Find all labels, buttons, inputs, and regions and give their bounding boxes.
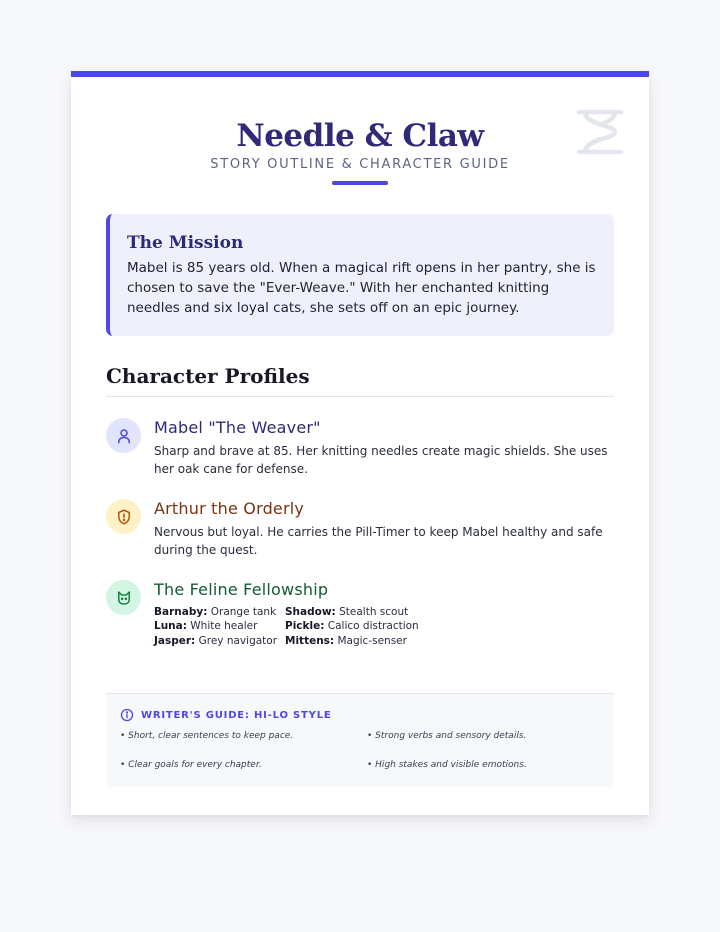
character-name: The Feline Fellowship	[154, 580, 329, 599]
mission-callout	[106, 214, 614, 336]
guide-tip: • Strong verbs and sensory details.	[367, 731, 527, 741]
cat-entry: Jasper: Grey navigator	[154, 634, 278, 647]
guide-tip: • Clear goals for every chapter.	[120, 760, 262, 770]
user-icon	[106, 418, 141, 453]
character-description: Nervous but loyal. He carries the Pill-Timer to keep Mabel healthy and safe during the quest.	[154, 525, 603, 557]
story-guide-page	[71, 71, 649, 815]
character-description: Sharp and brave at 85. Her knitting needles create magic shields. She uses her oak cane for defense.	[154, 444, 608, 476]
cat-icon	[106, 580, 141, 615]
title-divider	[332, 181, 388, 185]
character-name: Arthur the Orderly	[154, 499, 305, 518]
character-name: Mabel "The Weaver"	[154, 418, 321, 437]
cat-entry: Luna: White healer	[154, 620, 258, 633]
writers-guide-box	[106, 693, 614, 787]
cat-entry: Pickle: Calico distraction	[285, 620, 419, 633]
guide-tip: • Short, clear sentences to keep pace.	[120, 731, 294, 741]
character-section-title: Character Profiles	[106, 364, 310, 388]
section-divider	[106, 396, 614, 397]
mission-heading: The Mission	[127, 233, 244, 253]
shield-alert-icon	[106, 499, 141, 534]
cat-entry: Mittens: Magic-senser	[285, 634, 407, 647]
guide-header	[120, 708, 332, 722]
cat-roster	[154, 605, 425, 648]
guide-tip: • High stakes and visible emotions.	[367, 760, 527, 770]
info-icon	[120, 708, 134, 722]
page-title: Needle & Claw	[236, 118, 484, 154]
mission-body: Mabel is 85 years old. When a magical rift opens in her pantry, she is chosen to save the "Ever-Weave." With her enchanted knitting needles and six loyal cats, she sets off on an epic journey.	[127, 260, 596, 316]
cat-entry: Barnaby: Orange tank	[154, 606, 277, 618]
page-subtitle: STORY OUTLINE & CHARACTER GUIDE	[210, 157, 510, 172]
cat-entry: Shadow: Stealth scout	[285, 606, 409, 618]
guide-heading: WRITER'S GUIDE: HI-LO STYLE	[141, 709, 332, 721]
